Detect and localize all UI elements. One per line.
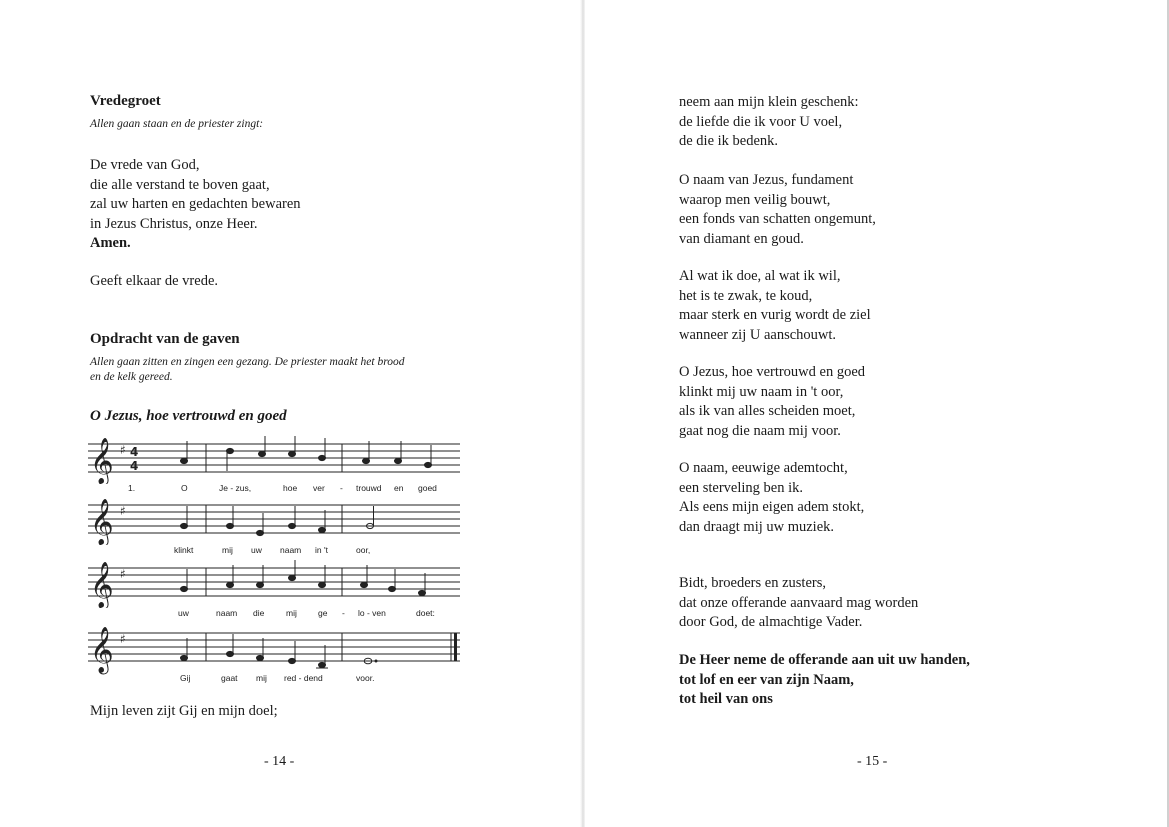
hymn-line: klinkt mij uw naam in 't oor, bbox=[679, 383, 844, 400]
lyric: naam bbox=[280, 545, 302, 555]
lyric: hoe bbox=[283, 483, 298, 493]
hymn-stanza-4 bbox=[679, 363, 865, 441]
offertory-rubric bbox=[90, 355, 405, 385]
lyric: mij bbox=[286, 608, 297, 618]
vredegroet-heading: Vredegroet bbox=[90, 93, 161, 109]
staff-1-notation bbox=[88, 436, 460, 484]
music-staff-3 bbox=[88, 560, 460, 622]
hymn-line: wanneer zij U aanschouwt. bbox=[679, 326, 837, 343]
lyric: lo - ven bbox=[358, 608, 386, 618]
hymn-line: maar sterk en vurig wordt de ziel bbox=[679, 307, 871, 323]
staff-1-lyrics bbox=[88, 483, 460, 495]
response-line: De Heer neme de offerande aan uit uw handen, bbox=[679, 652, 970, 668]
hymn-line: O Jezus, hoe vertrouwd en goed bbox=[679, 364, 866, 380]
lyric: in 't bbox=[315, 545, 328, 555]
lyric: uw bbox=[251, 545, 262, 555]
svg-text:4: 4 bbox=[130, 445, 139, 459]
lyric: Je - zus, bbox=[219, 483, 252, 493]
hymn-line: een fonds van schatten ongemunt, bbox=[679, 211, 876, 227]
music-staff-2 bbox=[88, 497, 460, 559]
lyric: gaat bbox=[221, 673, 238, 683]
vredegroet-rubric: Allen gaan staan en de priester zingt: bbox=[90, 118, 264, 130]
hymn-line: van diamant en goud. bbox=[679, 230, 804, 247]
prayer-line: zal uw harten en gedachten bewaren bbox=[90, 196, 301, 212]
rubric-line: en de kelk gereed. bbox=[90, 371, 173, 383]
prayer-line: die alle verstand te boven gaat, bbox=[90, 176, 270, 193]
lyric: voor. bbox=[356, 673, 375, 683]
prayer-line: in Jezus Christus, onze Heer. bbox=[90, 215, 258, 232]
lyric: red - dend bbox=[284, 673, 323, 683]
hymn-line: dan draagt mij uw muziek. bbox=[679, 518, 835, 535]
lyric: 1. bbox=[128, 483, 136, 493]
lyric: - bbox=[340, 483, 343, 493]
hymn-line: Al wat ik doe, al wat ik wil, bbox=[679, 268, 841, 284]
closing-line: Mijn leven zijt Gij en mijn doel; bbox=[90, 703, 278, 719]
lyric: die bbox=[253, 608, 265, 618]
svg-text:𝄞: 𝄞 bbox=[90, 627, 114, 673]
svg-text:♯: ♯ bbox=[120, 443, 126, 457]
invitation-line: dat onze offerande aanvaard mag worden bbox=[679, 594, 919, 611]
invitation-line: door God, de almachtige Vader. bbox=[679, 614, 863, 630]
hymn-line: het is te zwak, te koud, bbox=[679, 287, 813, 304]
hymn-stanza-3 bbox=[679, 267, 871, 345]
lyric: oor, bbox=[356, 545, 371, 555]
staff-2-lyrics bbox=[88, 545, 460, 557]
music-staff-4 bbox=[88, 625, 460, 687]
lyric: naam bbox=[216, 608, 238, 618]
music-staff-1 bbox=[88, 436, 460, 496]
hymn-line: de die ik bedenk. bbox=[679, 133, 779, 149]
right-page bbox=[583, 0, 1169, 827]
lyric: - bbox=[342, 608, 345, 618]
lyric: ge bbox=[318, 608, 328, 618]
hymn-line: O naam, eeuwige ademtocht, bbox=[679, 460, 848, 476]
staff-3-notation bbox=[88, 560, 460, 608]
svg-text:𝄞: 𝄞 bbox=[90, 499, 114, 545]
hymn-line: neem aan mijn klein geschenk: bbox=[679, 94, 859, 110]
svg-text:𝄞: 𝄞 bbox=[90, 562, 114, 608]
hymn-stanza-1 bbox=[679, 93, 859, 152]
hymn-line: O naam van Jezus, fundament bbox=[679, 172, 854, 188]
svg-text:♯: ♯ bbox=[120, 632, 126, 646]
offertory-response bbox=[679, 651, 970, 710]
lyric: uw bbox=[178, 608, 189, 618]
lyric: goed bbox=[418, 483, 437, 493]
svg-text:♯: ♯ bbox=[120, 567, 126, 581]
staff-2-notation bbox=[88, 497, 460, 545]
hymn-line: gaat nog die naam mij voor. bbox=[679, 422, 841, 439]
svg-text:♯: ♯ bbox=[120, 504, 126, 518]
prayer-line: De vrede van God, bbox=[90, 157, 200, 173]
hymn-line: de liefde die ik voor U voel, bbox=[679, 113, 843, 130]
page-number-left: - 14 - bbox=[264, 754, 295, 769]
lyric: ver bbox=[313, 483, 325, 493]
hymn-stanza-2 bbox=[679, 171, 876, 249]
response-line: tot lof en eer van zijn Naam, bbox=[679, 671, 854, 688]
svg-text:𝄞: 𝄞 bbox=[90, 438, 114, 484]
lyric: en bbox=[394, 483, 404, 493]
staff-4-lyrics bbox=[88, 673, 460, 685]
hymn-stanza-5 bbox=[679, 459, 864, 537]
rubric-line: Allen gaan zitten en zingen een gezang. De priester maakt het brood bbox=[90, 356, 405, 368]
offertory-invitation bbox=[679, 574, 918, 633]
amen: Amen. bbox=[90, 235, 131, 251]
lyric: trouwd bbox=[356, 483, 382, 493]
lyric: doet: bbox=[416, 608, 435, 618]
peace-prayer bbox=[90, 156, 301, 254]
offertory-heading: Opdracht van de gaven bbox=[90, 331, 240, 347]
hymn-line: Als eens mijn eigen adem stokt, bbox=[679, 499, 865, 515]
page-number-right: - 15 - bbox=[857, 754, 888, 769]
svg-text:4: 4 bbox=[130, 459, 139, 473]
hymn-line: een sterveling ben ik. bbox=[679, 479, 804, 496]
invitation-line: Bidt, broeders en zusters, bbox=[679, 575, 826, 591]
hymn-line: als ik van alles scheiden moet, bbox=[679, 403, 856, 419]
left-page bbox=[0, 0, 583, 827]
lyric: klinkt bbox=[174, 545, 194, 555]
peace-instruction: Geeft elkaar de vrede. bbox=[90, 273, 219, 289]
response-line: tot heil van ons bbox=[679, 691, 773, 707]
hymn-line: waarop men veilig bouwt, bbox=[679, 191, 831, 208]
lyric: mij bbox=[256, 673, 267, 683]
song-title: O Jezus, hoe vertrouwd en goed bbox=[90, 408, 287, 424]
lyric: mij bbox=[222, 545, 233, 555]
lyric: O bbox=[181, 483, 188, 493]
staff-3-lyrics bbox=[88, 608, 460, 620]
lyric: Gij bbox=[180, 673, 191, 683]
staff-4-notation bbox=[88, 625, 460, 675]
